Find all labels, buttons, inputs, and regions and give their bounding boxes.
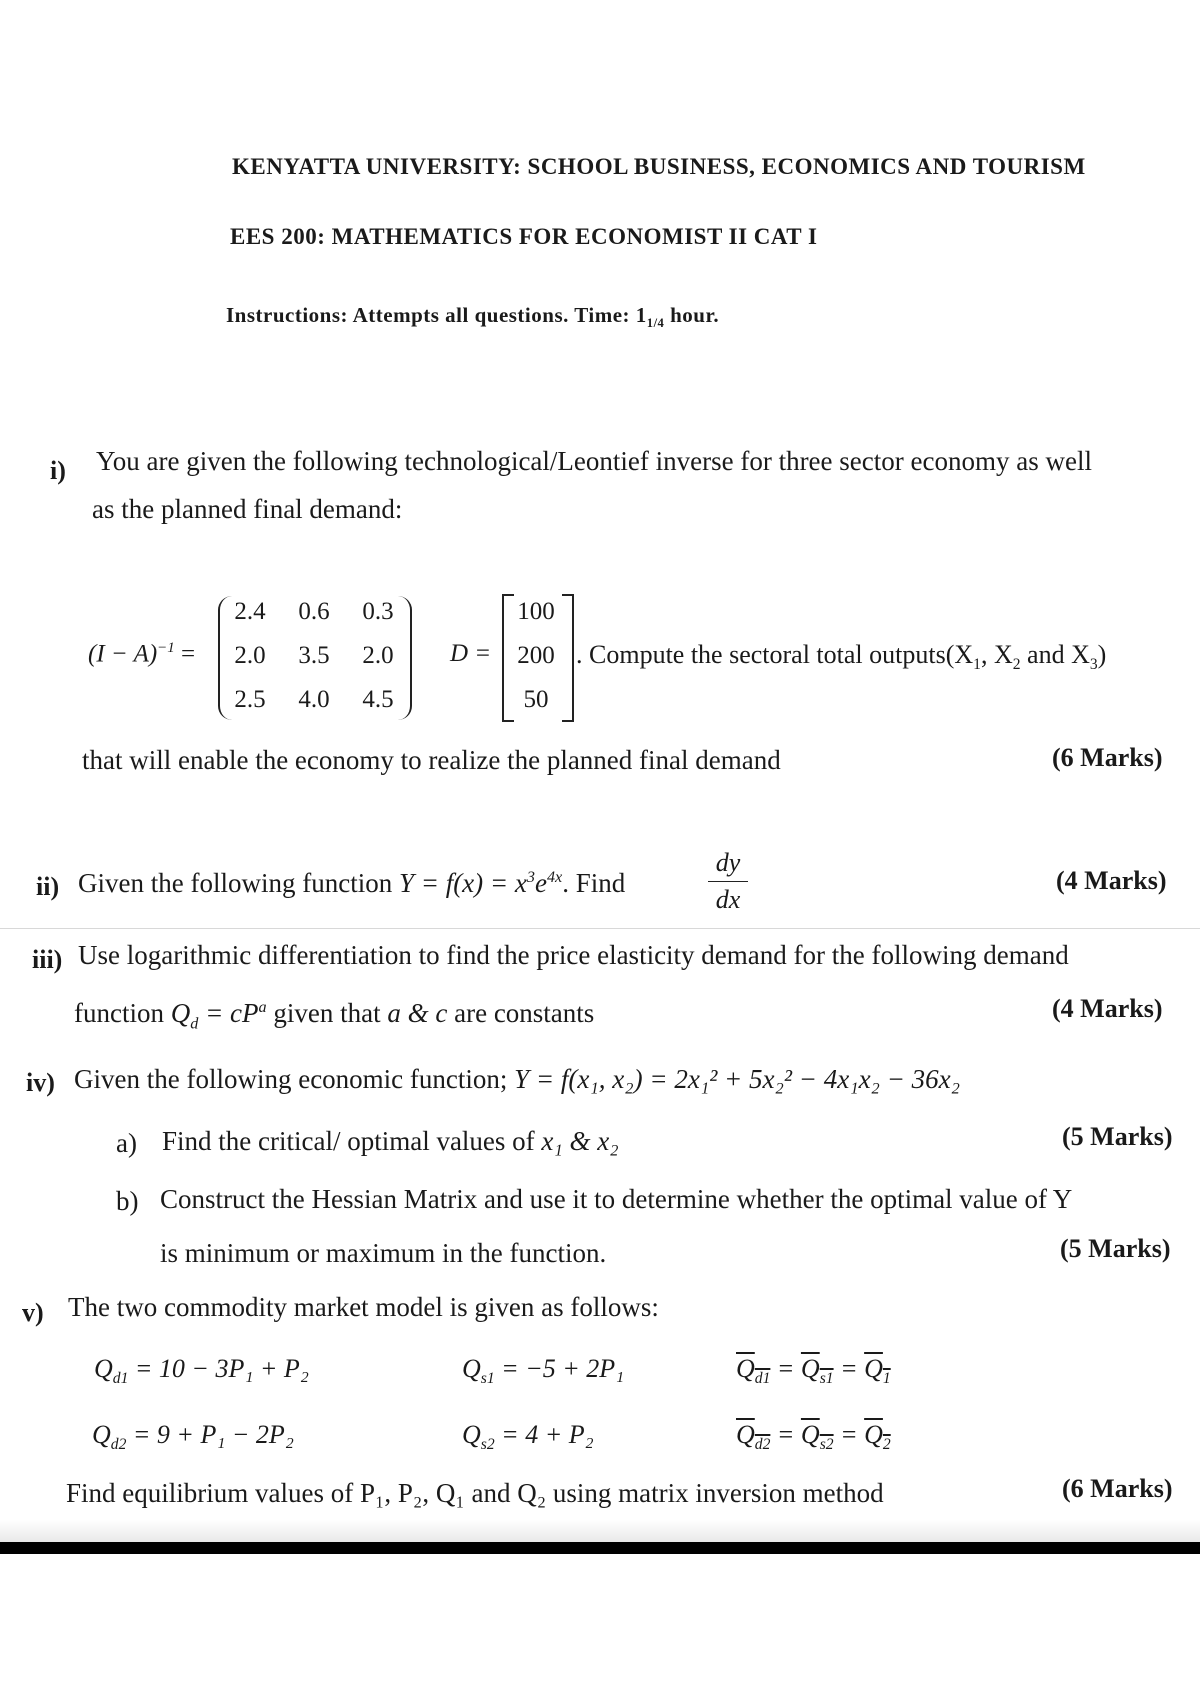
q4a-text bbox=[162, 1126, 619, 1157]
matrix-cell: 0.6 bbox=[298, 598, 330, 625]
x1-sub: 1 bbox=[973, 656, 981, 674]
q2-number: ii) bbox=[36, 872, 60, 901]
matrix-cell: 3.5 bbox=[298, 642, 330, 669]
eq-s2-q: Q bbox=[462, 1420, 481, 1449]
eq-c1-eq2: = bbox=[833, 1354, 865, 1383]
compute-label: . Compute the sectoral total outputs(X bbox=[576, 640, 974, 669]
q3-line1: Use logarithmic differentiation to find the price elasticity demand for the following demand bbox=[78, 940, 1069, 970]
eq-c2-b-q: Q bbox=[800, 1420, 820, 1449]
matrix-cell: 4.5 bbox=[362, 686, 394, 713]
q3-are-constants: are constants bbox=[447, 998, 595, 1028]
q4-intro: Given the following economic function; bbox=[74, 1064, 515, 1094]
q2-intro: Given the following function bbox=[78, 868, 399, 898]
q2-find: . Find bbox=[562, 868, 626, 898]
course-title: EES 200: MATHEMATICS FOR ECONOMIST II CAT I bbox=[230, 224, 818, 249]
q4-function: Y = f(x₁, x₂) = 2x₁² + 5x₂² − 4x₁x₂ − 36x₂ bbox=[514, 1064, 961, 1094]
eq-c2-b bbox=[800, 1420, 834, 1454]
matrix-cell: 0.3 bbox=[362, 598, 394, 625]
demand-cell: 50 bbox=[523, 686, 549, 713]
q4b-line1: Construct the Hessian Matrix and use it to determine whether the optimal value of Y bbox=[160, 1184, 1073, 1214]
q3-given: given that bbox=[266, 998, 388, 1028]
q5-final: Find equilibrium values of P₁, P₂, Q₁ and Q₂ using matrix inversion method bbox=[66, 1478, 884, 1508]
derivative-denominator: dx bbox=[715, 885, 741, 914]
x3-sub: 3 bbox=[1089, 656, 1098, 674]
q1-line1: You are given the following technological/Leontief inverse for three sector economy as well bbox=[96, 446, 1092, 476]
inverse-exponent: −1 bbox=[157, 640, 175, 656]
q3-constants: a & c bbox=[387, 998, 448, 1028]
derivative-fraction bbox=[708, 848, 748, 915]
eq-c1-eq1: = bbox=[770, 1354, 801, 1383]
leontief-inverse-label bbox=[88, 640, 195, 668]
q3-marks: (4 Marks) bbox=[1052, 994, 1163, 1023]
q4a-prompt: Find the critical/ optimal values of bbox=[162, 1126, 542, 1156]
compute-close: ) bbox=[1097, 640, 1107, 669]
q2-func-base: Y = f(x) = x bbox=[398, 868, 527, 898]
q5-line1: The two commodity market model is given as follows: bbox=[68, 1292, 659, 1322]
eq-c2-a-sub: d2 bbox=[754, 1436, 771, 1454]
q3-demand-function bbox=[170, 998, 267, 1033]
q2-marks: (4 Marks) bbox=[1056, 866, 1167, 895]
eq-c2-c-q: Q bbox=[864, 1420, 883, 1449]
q1-number: i) bbox=[50, 456, 66, 485]
eq-demand-1 bbox=[94, 1354, 309, 1388]
q5-number: v) bbox=[22, 1298, 44, 1327]
q5-marks: (6 Marks) bbox=[1062, 1474, 1173, 1503]
time-unit: hour. bbox=[664, 303, 720, 327]
eq-s1-q: Q bbox=[462, 1354, 481, 1383]
and-x3: and X bbox=[1020, 640, 1090, 669]
eq-d1-rhs: = 10 − 3P₁ + P₂ bbox=[128, 1354, 309, 1383]
q3-line2 bbox=[74, 998, 594, 1033]
eq-supply-2 bbox=[462, 1420, 594, 1454]
eq-c1-a-sub: d1 bbox=[754, 1370, 771, 1388]
matrix-cell: 2.0 bbox=[362, 642, 394, 669]
eq-clear-2 bbox=[736, 1420, 891, 1454]
eq-s2-sub: s2 bbox=[480, 1436, 495, 1454]
matrix-cell: 2.4 bbox=[234, 598, 266, 625]
eq-c1-b bbox=[800, 1354, 834, 1388]
fraction-bar bbox=[708, 881, 748, 882]
eq-c2-a-q: Q bbox=[736, 1420, 755, 1449]
eq-s1-sub: s1 bbox=[480, 1370, 495, 1388]
eq-d1-sub: d1 bbox=[112, 1370, 129, 1388]
q4a-label: a) bbox=[116, 1128, 137, 1158]
q2-function bbox=[399, 868, 562, 898]
eq-d2-sub: d2 bbox=[110, 1436, 127, 1454]
q4b-marks: (5 Marks) bbox=[1060, 1234, 1171, 1263]
derivative-numerator: dy bbox=[715, 848, 741, 877]
eq-c1-b-sub: s1 bbox=[819, 1370, 834, 1388]
q4-number: iv) bbox=[26, 1068, 55, 1097]
eq-d2-q: Q bbox=[92, 1420, 111, 1449]
inverse-equals: = bbox=[181, 640, 196, 668]
matrix-cell: 2.5 bbox=[234, 686, 266, 713]
q4a-vars: x₁ & x₂ bbox=[541, 1126, 619, 1156]
eq-s2-rhs: = 4 + P₂ bbox=[494, 1420, 594, 1449]
eq-c2-c bbox=[864, 1420, 891, 1454]
eq-d2-rhs: = 9 + P₁ − 2P₂ bbox=[126, 1420, 294, 1449]
q3-q: Q bbox=[170, 998, 191, 1028]
university-title: KENYATTA UNIVERSITY: SCHOOL BUSINESS, ECONOMICS AND TOURISM bbox=[232, 154, 1086, 179]
eq-c1-c-sub: 1 bbox=[882, 1370, 891, 1388]
instructions-text: Instructions: Attempts all questions. Time: 1 bbox=[226, 303, 647, 327]
q3-function-word: function bbox=[74, 998, 171, 1028]
eq-c2-a bbox=[736, 1420, 771, 1454]
q2-text bbox=[78, 868, 625, 899]
q4b-label: b) bbox=[116, 1186, 139, 1216]
q3-q-sub: d bbox=[190, 1014, 199, 1033]
eq-c2-c-sub: 2 bbox=[882, 1436, 891, 1454]
q2-e: e bbox=[534, 868, 547, 898]
eq-c1-a-q: Q bbox=[736, 1354, 755, 1383]
eq-c1-c bbox=[864, 1354, 891, 1388]
q1-line2: as the planned final demand: bbox=[92, 494, 403, 524]
eq-supply-1 bbox=[462, 1354, 624, 1388]
scan-shadow bbox=[0, 1520, 1200, 1542]
eq-c2-b-sub: s2 bbox=[819, 1436, 834, 1454]
x2-sub: 2 bbox=[1012, 656, 1021, 674]
q4-line1 bbox=[74, 1064, 960, 1095]
eq-c2-eq1: = bbox=[770, 1420, 801, 1449]
eq-c1-a bbox=[736, 1354, 771, 1388]
q2-exp2: 4x bbox=[546, 868, 563, 886]
eq-clear-1 bbox=[736, 1354, 891, 1388]
q3-exp: a bbox=[258, 998, 267, 1016]
eq-demand-2 bbox=[92, 1420, 294, 1454]
scan-edge-bar bbox=[0, 1542, 1200, 1554]
q1-compute-text bbox=[576, 640, 1106, 674]
q3-number: iii) bbox=[32, 945, 63, 974]
q2-exp1: 3 bbox=[526, 868, 535, 886]
q1-marks: (6 Marks) bbox=[1052, 743, 1163, 772]
q1-line3: that will enable the economy to realize the planned final demand bbox=[82, 745, 781, 775]
eq-c2-eq2: = bbox=[833, 1420, 865, 1449]
demand-label: D = bbox=[450, 640, 492, 667]
demand-cell: 100 bbox=[517, 598, 555, 625]
eq-d1-q: Q bbox=[94, 1354, 113, 1383]
q4a-marks: (5 Marks) bbox=[1062, 1122, 1173, 1151]
eq-c1-c-q: Q bbox=[864, 1354, 883, 1383]
matrix-cell: 2.0 bbox=[234, 642, 266, 669]
scan-rule bbox=[0, 928, 1200, 929]
instructions bbox=[226, 303, 719, 331]
demand-cell: 200 bbox=[517, 642, 555, 669]
q4b-line2: is minimum or maximum in the function. bbox=[160, 1238, 607, 1268]
q3-eq: = cP bbox=[198, 998, 259, 1028]
eq-c1-b-q: Q bbox=[800, 1354, 820, 1383]
time-fraction: 1/4 bbox=[646, 316, 665, 331]
sep-x2: , X bbox=[980, 640, 1013, 669]
matrix-cell: 4.0 bbox=[298, 686, 330, 713]
inverse-symbol: (I − A) bbox=[88, 640, 158, 668]
eq-s1-rhs: = −5 + 2P₁ bbox=[494, 1354, 625, 1383]
